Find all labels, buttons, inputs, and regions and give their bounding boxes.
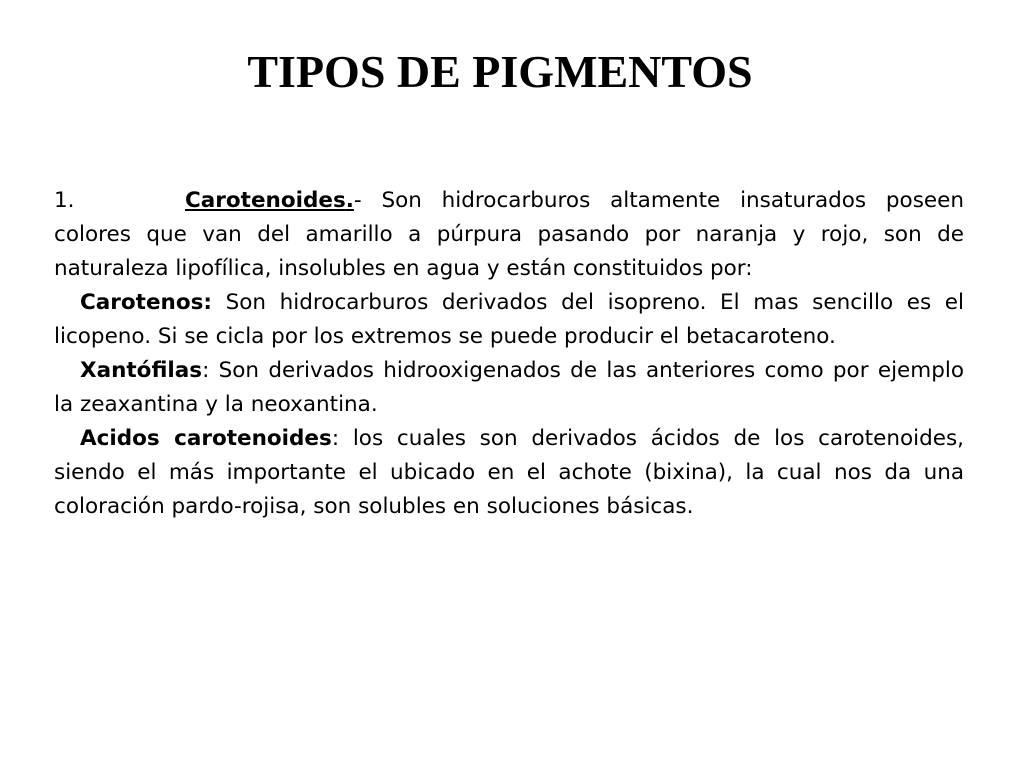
term-acidos-carotenoides: Acidos carotenoides [80, 426, 332, 451]
slide-body [54, 184, 964, 524]
term-carotenoides: Carotenoides [185, 188, 346, 213]
text-carotenos: Son hidrocarburos derivados del isopreno. El mas sencillo es el licopeno. Si se cicla por los extremos se puede producir el betacaroteno. [54, 290, 964, 349]
text-acidos-carotenoides: : los cuales son derivados ácidos de los carotenoides, siendo el más importante el ubicado en el achote (bixina), la cual nos da una coloración pardo-rojisa, son solubles en soluciones básicas. [54, 426, 965, 519]
slide-title: TIPOS DE PIGMENTOS [247, 46, 753, 97]
paragraph-carotenoides [54, 184, 964, 286]
text-carotenoides: - Son hidrocarburos altamente insaturados poseen colores que van del amarillo a púrpura pasando por naranja y rojo, son de naturaleza lipofílica, insolubles en agua y están constituidos por: [54, 188, 964, 281]
term-carotenoides-dot: . [345, 188, 354, 213]
paragraph-xantofilas [54, 354, 964, 422]
paragraph-carotenos [54, 286, 964, 354]
term-carotenos: Carotenos: [80, 290, 212, 315]
term-xantofilas: Xantófilas [80, 358, 203, 383]
paragraph-acidos-carotenoides [54, 422, 964, 524]
list-number: 1. [54, 188, 75, 213]
text-xantofilas: : Son derivados hidrooxigenados de las anteriores como por ejemplo la zeaxantina y la neoxantina. [54, 358, 964, 417]
